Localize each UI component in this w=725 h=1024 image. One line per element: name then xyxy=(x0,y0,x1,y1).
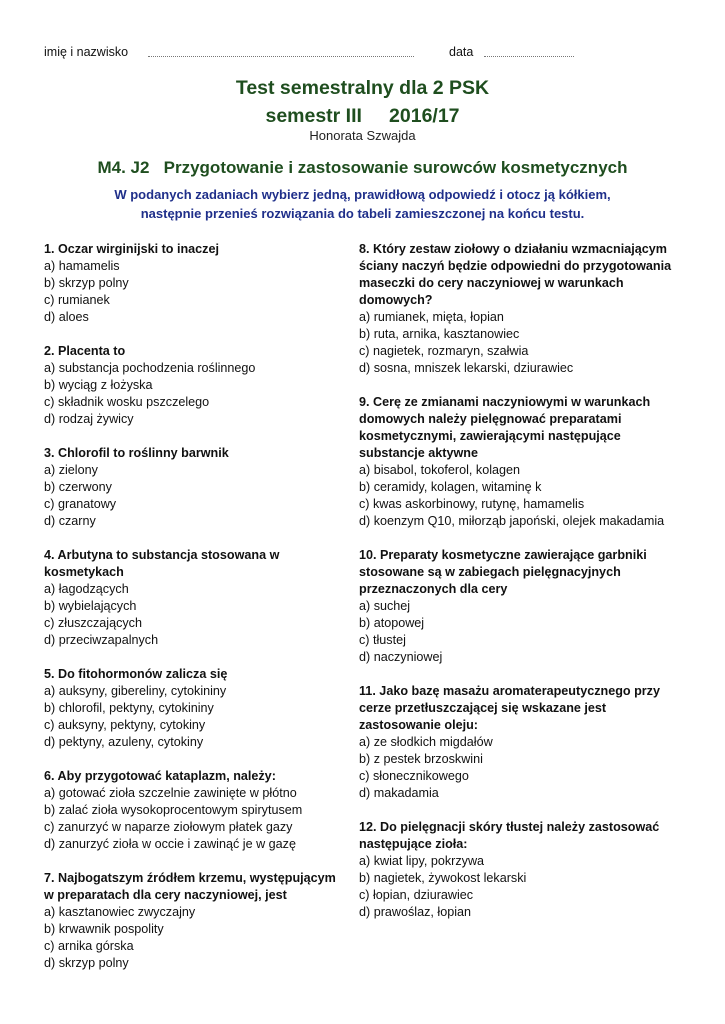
question-text: 6. Aby przygotować kataplazm, należy: xyxy=(44,769,276,783)
answer-option[interactable]: c) auksyny, pektyny, cytokiny xyxy=(44,718,206,732)
right-question-column xyxy=(359,241,689,938)
answer-option[interactable]: b) wybielających xyxy=(44,599,137,613)
answer-option[interactable]: b) ruta, arnika, kasztanowiec xyxy=(359,327,520,341)
question-text: 12. Do pielęgnacji skóry tłustej należy zastosować następujące zioła: xyxy=(359,820,660,851)
left-question-column xyxy=(44,241,344,989)
answer-option[interactable]: a) suchej xyxy=(359,599,411,613)
answer-option[interactable]: b) z pestek brzoskwini xyxy=(359,752,483,766)
answer-option[interactable]: c) składnik wosku pszczelego xyxy=(44,395,210,409)
question-text: 4. Arbutyna to substancja stosowana w kosmetykach xyxy=(44,548,280,579)
answer-option[interactable]: d) prawoślaz, łopian xyxy=(359,905,472,919)
answer-option[interactable]: b) krwawnik pospolity xyxy=(44,922,164,936)
answer-option[interactable]: c) granatowy xyxy=(44,497,117,511)
answer-option[interactable]: c) nagietek, rozmaryn, szałwia xyxy=(359,344,529,358)
answer-option[interactable]: a) łagodzących xyxy=(44,582,129,596)
answer-option[interactable]: b) czerwony xyxy=(44,480,112,494)
question-text: 9. Cerę ze zmianami naczyniowymi w warunkach domowych należy pielęgnować preparatami kosmetycznymi, zawierającymi następujące substancje aktywne xyxy=(359,395,651,460)
question-block xyxy=(359,241,689,377)
answer-option[interactable]: b) zalać zioła wysokoprocentowym spirytusem xyxy=(44,803,303,817)
question-text: 2. Placenta to xyxy=(44,344,126,358)
header-row xyxy=(44,45,684,61)
answer-option[interactable]: d) przeciwzapalnych xyxy=(44,633,159,647)
answer-option[interactable]: b) wyciąg z łożyska xyxy=(44,378,153,392)
answer-option[interactable]: c) łopian, dziurawiec xyxy=(359,888,474,902)
question-block xyxy=(359,547,689,666)
question-block xyxy=(359,683,689,802)
answer-option[interactable]: b) skrzyp polny xyxy=(44,276,129,290)
question-text: 11. Jako bazę masażu aromaterapeutycznego przy cerze przetłuszczającej się wskazane jest zastosowanie oleju: xyxy=(359,684,660,732)
answer-option[interactable]: b) ceramidy, kolagen, witaminę k xyxy=(359,480,542,494)
question-block xyxy=(44,547,344,649)
semester-title: semestr III 2016/17 xyxy=(265,105,460,127)
question-block xyxy=(44,768,344,853)
instructions-line-2: następnie przenieś rozwiązania do tabeli zamieszczonej na końcu testu. xyxy=(140,206,585,221)
answer-option[interactable]: c) arnika górska xyxy=(44,939,134,953)
author: Honorata Szwajda xyxy=(309,128,416,143)
page-title: Test semestralny dla 2 PSK xyxy=(235,77,490,99)
question-text: 10. Preparaty kosmetyczne zawierające garbniki stosowane są w zabiegach pielęgnacyjnych przeznaczonych dla cery xyxy=(359,548,647,596)
answer-option[interactable]: a) substancja pochodzenia roślinnego xyxy=(44,361,256,375)
question-block xyxy=(44,241,344,326)
answer-option[interactable]: c) złuszczających xyxy=(44,616,142,630)
date-line xyxy=(484,56,574,57)
answer-option[interactable]: a) kwiat lipy, pokrzywa xyxy=(359,854,485,868)
answer-option[interactable]: a) ze słodkich migdałów xyxy=(359,735,493,749)
answer-option[interactable]: d) makadamia xyxy=(359,786,439,800)
answer-option[interactable]: c) tłustej xyxy=(359,633,406,647)
question-text: 1. Oczar wirginijski to inaczej xyxy=(44,242,219,256)
question-block xyxy=(44,445,344,530)
answer-option[interactable]: d) zanurzyć zioła w occie i zawinąć je w gazę xyxy=(44,837,296,851)
answer-option[interactable]: a) kasztanowiec zwyczajny xyxy=(44,905,196,919)
question-block xyxy=(44,870,344,972)
answer-option[interactable]: d) naczyniowej xyxy=(359,650,443,664)
question-text: 3. Chlorofil to roślinny barwnik xyxy=(44,446,229,460)
answer-option[interactable]: d) rodzaj żywicy xyxy=(44,412,134,426)
question-block xyxy=(359,819,689,921)
subject-heading: M4. J2 Przygotowanie i zastosowanie surowców kosmetycznych xyxy=(97,158,628,177)
answer-option[interactable]: b) nagietek, żywokost lekarski xyxy=(359,871,527,885)
answer-option[interactable]: d) aloes xyxy=(44,310,89,324)
answer-option[interactable]: d) koenzym Q10, miłorząb japoński, olejek makadamia xyxy=(359,514,665,528)
question-text: 5. Do fitohormonów zalicza się xyxy=(44,667,228,681)
answer-option[interactable]: a) gotować zioła szczelnie zawinięte w płótno xyxy=(44,786,297,800)
answer-option[interactable]: b) atopowej xyxy=(359,616,425,630)
answer-option[interactable]: a) hamamelis xyxy=(44,259,120,273)
question-text: 8. Który zestaw ziołowy o działaniu wzmacniającym ściany naczyń będzie odpowiedni do przygotowania maseczki do cery naczyniowej w warunkach domowych? xyxy=(359,242,672,307)
answer-option[interactable]: c) słonecznikowego xyxy=(359,769,469,783)
date-label: data xyxy=(449,45,474,59)
answer-option[interactable]: d) sosna, mniszek lekarski, dziurawiec xyxy=(359,361,574,375)
question-text: 7. Najbogatszym źródłem krzemu, występującym w preparatach dla cery naczyniowej, jest xyxy=(44,871,336,902)
answer-option[interactable]: a) bisabol, tokoferol, kolagen xyxy=(359,463,521,477)
name-label: imię i nazwisko xyxy=(44,45,129,59)
answer-option[interactable]: c) rumianek xyxy=(44,293,110,307)
answer-option[interactable]: a) rumianek, mięta, łopian xyxy=(359,310,504,324)
answer-option[interactable]: d) czarny xyxy=(44,514,96,528)
answer-option[interactable]: c) zanurzyć w naparze ziołowym płatek gazy xyxy=(44,820,293,834)
answer-option[interactable]: a) zielony xyxy=(44,463,98,477)
question-block xyxy=(44,666,344,751)
instructions-line-1: W podanych zadaniach wybierz jedną, prawidłową odpowiedź i otocz ją kółkiem, xyxy=(114,187,611,202)
answer-option[interactable]: d) pektyny, azuleny, cytokiny xyxy=(44,735,204,749)
question-block xyxy=(359,394,689,530)
question-block xyxy=(44,343,344,428)
name-line xyxy=(148,56,414,57)
answer-option[interactable]: d) skrzyp polny xyxy=(44,956,129,970)
answer-option[interactable]: c) kwas askorbinowy, rutynę, hamamelis xyxy=(359,497,585,511)
answer-option[interactable]: a) auksyny, gibereliny, cytokininy xyxy=(44,684,227,698)
answer-option[interactable]: b) chlorofil, pektyny, cytokininy xyxy=(44,701,214,715)
